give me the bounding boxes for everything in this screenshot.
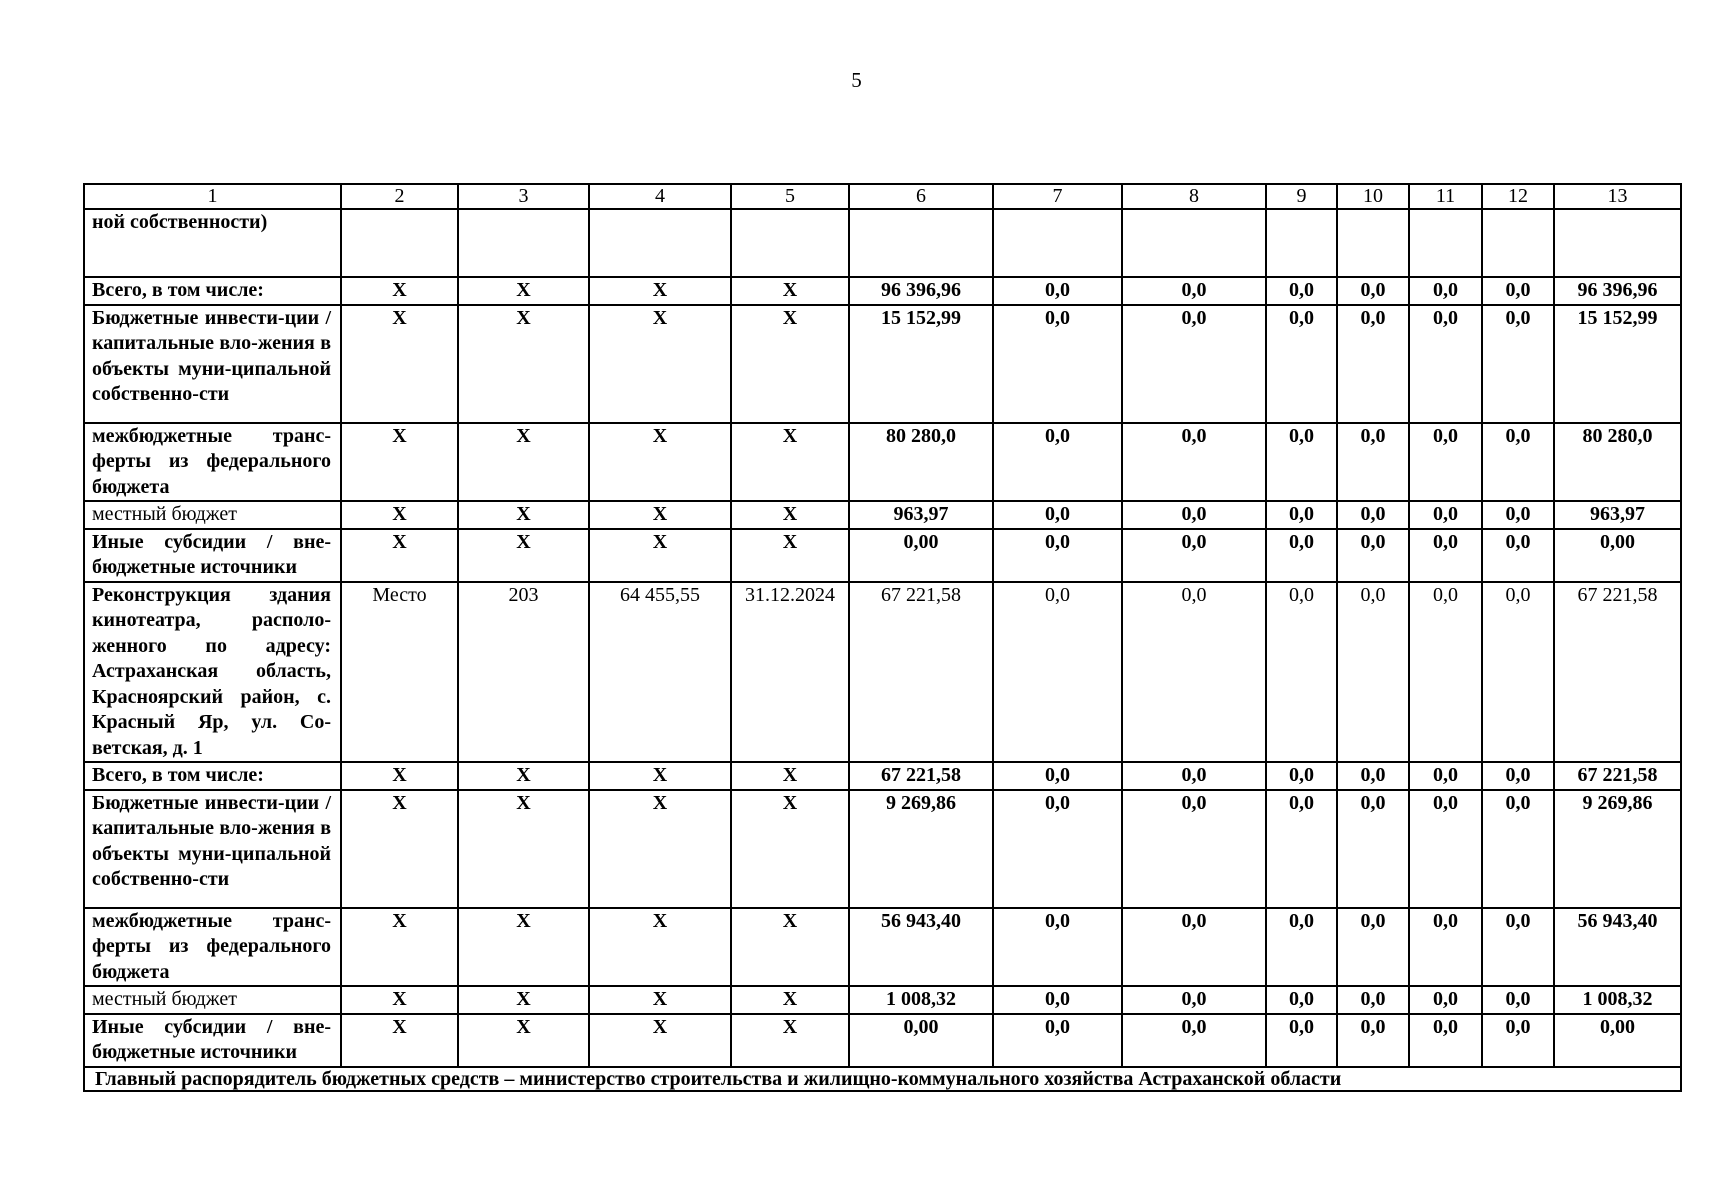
row-label: Всего, в том числе: xyxy=(84,762,341,790)
table-cell: 0,0 xyxy=(1337,986,1409,1014)
table-cell: X xyxy=(458,1014,589,1067)
table-cell: 0,0 xyxy=(1337,501,1409,529)
table-cell: 0,0 xyxy=(1337,423,1409,502)
table-cell: 0,0 xyxy=(1482,986,1554,1014)
table-cell: 0,0 xyxy=(1409,529,1482,582)
table-row xyxy=(84,762,1681,790)
table-cell: 0,0 xyxy=(993,762,1122,790)
table-cell: 0,0 xyxy=(993,501,1122,529)
column-number: 1 xyxy=(84,184,341,209)
table-cell: X xyxy=(731,908,849,987)
table-cell: 0,0 xyxy=(1266,762,1337,790)
table-cell: X xyxy=(731,986,849,1014)
table-cell: 0,0 xyxy=(1337,790,1409,908)
table-row xyxy=(84,209,1681,277)
table-cell: 0,0 xyxy=(1482,790,1554,908)
row-label: Иные субсидии / вне-бюджетные источники xyxy=(84,1014,341,1067)
table-cell: 0,0 xyxy=(1266,908,1337,987)
table-cell: X xyxy=(731,277,849,305)
page-number: 5 xyxy=(851,68,862,92)
table-row xyxy=(84,277,1681,305)
table-row xyxy=(84,1014,1681,1067)
column-number: 10 xyxy=(1337,184,1409,209)
table-cell: 15 152,99 xyxy=(1554,305,1681,423)
table-cell: 0,0 xyxy=(1482,305,1554,423)
row-label: Реконструкция здания кинотеатра, располо-женного по адресу: Астраханская область, Красноярский район, с. Красный Яр, ул. Со-ветская, д. 1 xyxy=(84,582,341,763)
table-cell: 0,0 xyxy=(1409,762,1482,790)
table-cell: 0,0 xyxy=(1409,908,1482,987)
table-cell: X xyxy=(731,501,849,529)
table-cell: 31.12.2024 xyxy=(731,582,849,763)
table-cell xyxy=(589,209,731,277)
table-cell: X xyxy=(589,501,731,529)
column-number-row xyxy=(84,184,1681,209)
table-cell: 64 455,55 xyxy=(589,582,731,763)
table-cell: 9 269,86 xyxy=(849,790,993,908)
column-number: 7 xyxy=(993,184,1122,209)
table-cell: 0,0 xyxy=(1409,501,1482,529)
table-row xyxy=(84,305,1681,423)
table-cell: 15 152,99 xyxy=(849,305,993,423)
table-cell: 0,0 xyxy=(1337,908,1409,987)
table-cell xyxy=(458,209,589,277)
column-number: 2 xyxy=(341,184,458,209)
table-cell: 0,0 xyxy=(1409,986,1482,1014)
table-cell: 0,00 xyxy=(1554,529,1681,582)
table-cell xyxy=(731,209,849,277)
table-cell: 67 221,58 xyxy=(1554,762,1681,790)
table-cell: X xyxy=(731,305,849,423)
table-cell: X xyxy=(341,305,458,423)
table-cell: 0,0 xyxy=(1122,908,1266,987)
table-row xyxy=(84,529,1681,582)
table-cell: 96 396,96 xyxy=(1554,277,1681,305)
table-cell: X xyxy=(341,986,458,1014)
table-cell: X xyxy=(458,986,589,1014)
table-cell: 0,00 xyxy=(849,1014,993,1067)
table-cell: 0,0 xyxy=(1337,529,1409,582)
table-cell: 0,0 xyxy=(1482,423,1554,502)
table-cell: X xyxy=(341,762,458,790)
row-label: межбюджетные транс-ферты из федерального бюджета xyxy=(84,908,341,987)
table-cell: 96 396,96 xyxy=(849,277,993,305)
table-cell xyxy=(1409,209,1482,277)
table-cell xyxy=(993,209,1122,277)
table-cell xyxy=(1554,209,1681,277)
table-cell: 963,97 xyxy=(849,501,993,529)
table-cell: 963,97 xyxy=(1554,501,1681,529)
table-cell: 80 280,0 xyxy=(849,423,993,502)
row-label: местный бюджет xyxy=(84,986,341,1014)
table-cell: X xyxy=(458,762,589,790)
column-number: 11 xyxy=(1409,184,1482,209)
table-cell: X xyxy=(589,908,731,987)
table-cell: 0,0 xyxy=(993,1014,1122,1067)
table-cell: X xyxy=(731,790,849,908)
table-cell: 0,0 xyxy=(1266,582,1337,763)
table-cell: X xyxy=(589,986,731,1014)
table-cell: X xyxy=(589,790,731,908)
table-cell: 0,0 xyxy=(1482,908,1554,987)
table-cell: 56 943,40 xyxy=(1554,908,1681,987)
column-number: 6 xyxy=(849,184,993,209)
table-cell: 0,0 xyxy=(1266,423,1337,502)
table-cell xyxy=(341,209,458,277)
table-cell: X xyxy=(458,908,589,987)
table-cell: 9 269,86 xyxy=(1554,790,1681,908)
table-cell: 0,0 xyxy=(1266,305,1337,423)
table-cell: X xyxy=(589,277,731,305)
row-label: межбюджетные транс-ферты из федерального бюджета xyxy=(84,423,341,502)
table-cell: X xyxy=(589,423,731,502)
table-cell: 0,0 xyxy=(1409,790,1482,908)
column-number: 13 xyxy=(1554,184,1681,209)
column-number: 4 xyxy=(589,184,731,209)
table-cell: X xyxy=(589,762,731,790)
footer-row xyxy=(84,1067,1681,1091)
table-cell: 1 008,32 xyxy=(849,986,993,1014)
table-cell: X xyxy=(341,1014,458,1067)
table-cell: 0,0 xyxy=(1122,790,1266,908)
table-cell: 0,0 xyxy=(1122,986,1266,1014)
table-row xyxy=(84,908,1681,987)
column-number: 9 xyxy=(1266,184,1337,209)
table-cell: 0,0 xyxy=(1122,1014,1266,1067)
table-cell: 0,0 xyxy=(1122,305,1266,423)
table-cell: X xyxy=(341,423,458,502)
table-cell: X xyxy=(731,529,849,582)
table-cell: 0,0 xyxy=(993,277,1122,305)
column-number: 8 xyxy=(1122,184,1266,209)
table-row xyxy=(84,423,1681,502)
table-cell: 1 008,32 xyxy=(1554,986,1681,1014)
table-cell: 0,0 xyxy=(1122,582,1266,763)
table-cell: X xyxy=(458,277,589,305)
table-cell: 0,0 xyxy=(1337,305,1409,423)
table-cell: 0,0 xyxy=(1337,1014,1409,1067)
row-label: Бюджетные инвести-ции / капитальные вло-жения в объекты муни-ципальной собственно-сти xyxy=(84,305,341,423)
table-cell: X xyxy=(341,908,458,987)
table-cell: 0,0 xyxy=(1482,1014,1554,1067)
table-cell: 0,0 xyxy=(1482,582,1554,763)
table-cell: X xyxy=(458,790,589,908)
table-cell: 0,0 xyxy=(1266,529,1337,582)
table-cell: X xyxy=(731,1014,849,1067)
table-cell: X xyxy=(458,501,589,529)
budget-table xyxy=(83,183,1682,1092)
table-cell: X xyxy=(341,529,458,582)
table-cell: Место xyxy=(341,582,458,763)
table-cell: 0,0 xyxy=(993,986,1122,1014)
table-cell: 67 221,58 xyxy=(1554,582,1681,763)
table-cell: 0,0 xyxy=(1266,1014,1337,1067)
table-row xyxy=(84,582,1681,763)
table-cell xyxy=(1266,209,1337,277)
table-cell: 67 221,58 xyxy=(849,762,993,790)
table-cell: X xyxy=(341,277,458,305)
table-row xyxy=(84,790,1681,908)
row-label: ной собственности) xyxy=(84,209,341,277)
table-cell: X xyxy=(589,529,731,582)
table-cell: 0,0 xyxy=(993,529,1122,582)
table-cell: 0,0 xyxy=(993,908,1122,987)
table-cell: 0,0 xyxy=(1337,582,1409,763)
table-cell: 0,00 xyxy=(849,529,993,582)
table-cell: 0,0 xyxy=(1266,277,1337,305)
table-row xyxy=(84,986,1681,1014)
table-cell: 0,0 xyxy=(1122,529,1266,582)
table-cell xyxy=(849,209,993,277)
table-cell: 0,0 xyxy=(1122,423,1266,502)
table-cell: 56 943,40 xyxy=(849,908,993,987)
table-cell: 0,0 xyxy=(993,423,1122,502)
row-label: Бюджетные инвести-ции / капитальные вло-жения в объекты муни-ципальной собственно-сти xyxy=(84,790,341,908)
table-cell xyxy=(1122,209,1266,277)
table-cell: 0,0 xyxy=(1409,1014,1482,1067)
column-number: 3 xyxy=(458,184,589,209)
table-cell: 0,0 xyxy=(1482,529,1554,582)
chief-administrator-note: Главный распорядитель бюджетных средств – министерство строительства и жилищно-коммунального хозяйства Астраханской области xyxy=(84,1067,1681,1091)
table-cell xyxy=(1482,209,1554,277)
table-cell: 0,0 xyxy=(1482,762,1554,790)
table-cell: 0,00 xyxy=(1554,1014,1681,1067)
table-cell: 0,0 xyxy=(1409,277,1482,305)
table-cell: X xyxy=(341,790,458,908)
table-cell: X xyxy=(589,1014,731,1067)
table-cell xyxy=(1337,209,1409,277)
table-cell: 0,0 xyxy=(1482,501,1554,529)
table-cell: 0,0 xyxy=(1266,501,1337,529)
table-cell: 0,0 xyxy=(1122,501,1266,529)
table-cell: 0,0 xyxy=(993,305,1122,423)
table-cell: 0,0 xyxy=(1266,986,1337,1014)
table-cell: 0,0 xyxy=(1337,762,1409,790)
table-cell: X xyxy=(341,501,458,529)
row-label: Всего, в том числе: xyxy=(84,277,341,305)
table-cell: X xyxy=(589,305,731,423)
table-cell: 67 221,58 xyxy=(849,582,993,763)
table-cell: 0,0 xyxy=(993,790,1122,908)
table-cell: 0,0 xyxy=(1409,423,1482,502)
table-cell: 0,0 xyxy=(1409,305,1482,423)
row-label: местный бюджет xyxy=(84,501,341,529)
table-cell: 0,0 xyxy=(993,582,1122,763)
table-cell: 0,0 xyxy=(1266,790,1337,908)
table-cell: 0,0 xyxy=(1122,762,1266,790)
table-cell: X xyxy=(731,423,849,502)
table-cell: X xyxy=(458,305,589,423)
table-cell: X xyxy=(458,529,589,582)
table-cell: 203 xyxy=(458,582,589,763)
table-cell: 0,0 xyxy=(1409,582,1482,763)
table-cell: 0,0 xyxy=(1482,277,1554,305)
table-cell: 80 280,0 xyxy=(1554,423,1681,502)
row-label: Иные субсидии / вне-бюджетные источники xyxy=(84,529,341,582)
table-cell: 0,0 xyxy=(1337,277,1409,305)
column-number: 5 xyxy=(731,184,849,209)
table-cell: 0,0 xyxy=(1122,277,1266,305)
table-cell: X xyxy=(731,762,849,790)
column-number: 12 xyxy=(1482,184,1554,209)
table-cell: X xyxy=(458,423,589,502)
table-row xyxy=(84,501,1681,529)
